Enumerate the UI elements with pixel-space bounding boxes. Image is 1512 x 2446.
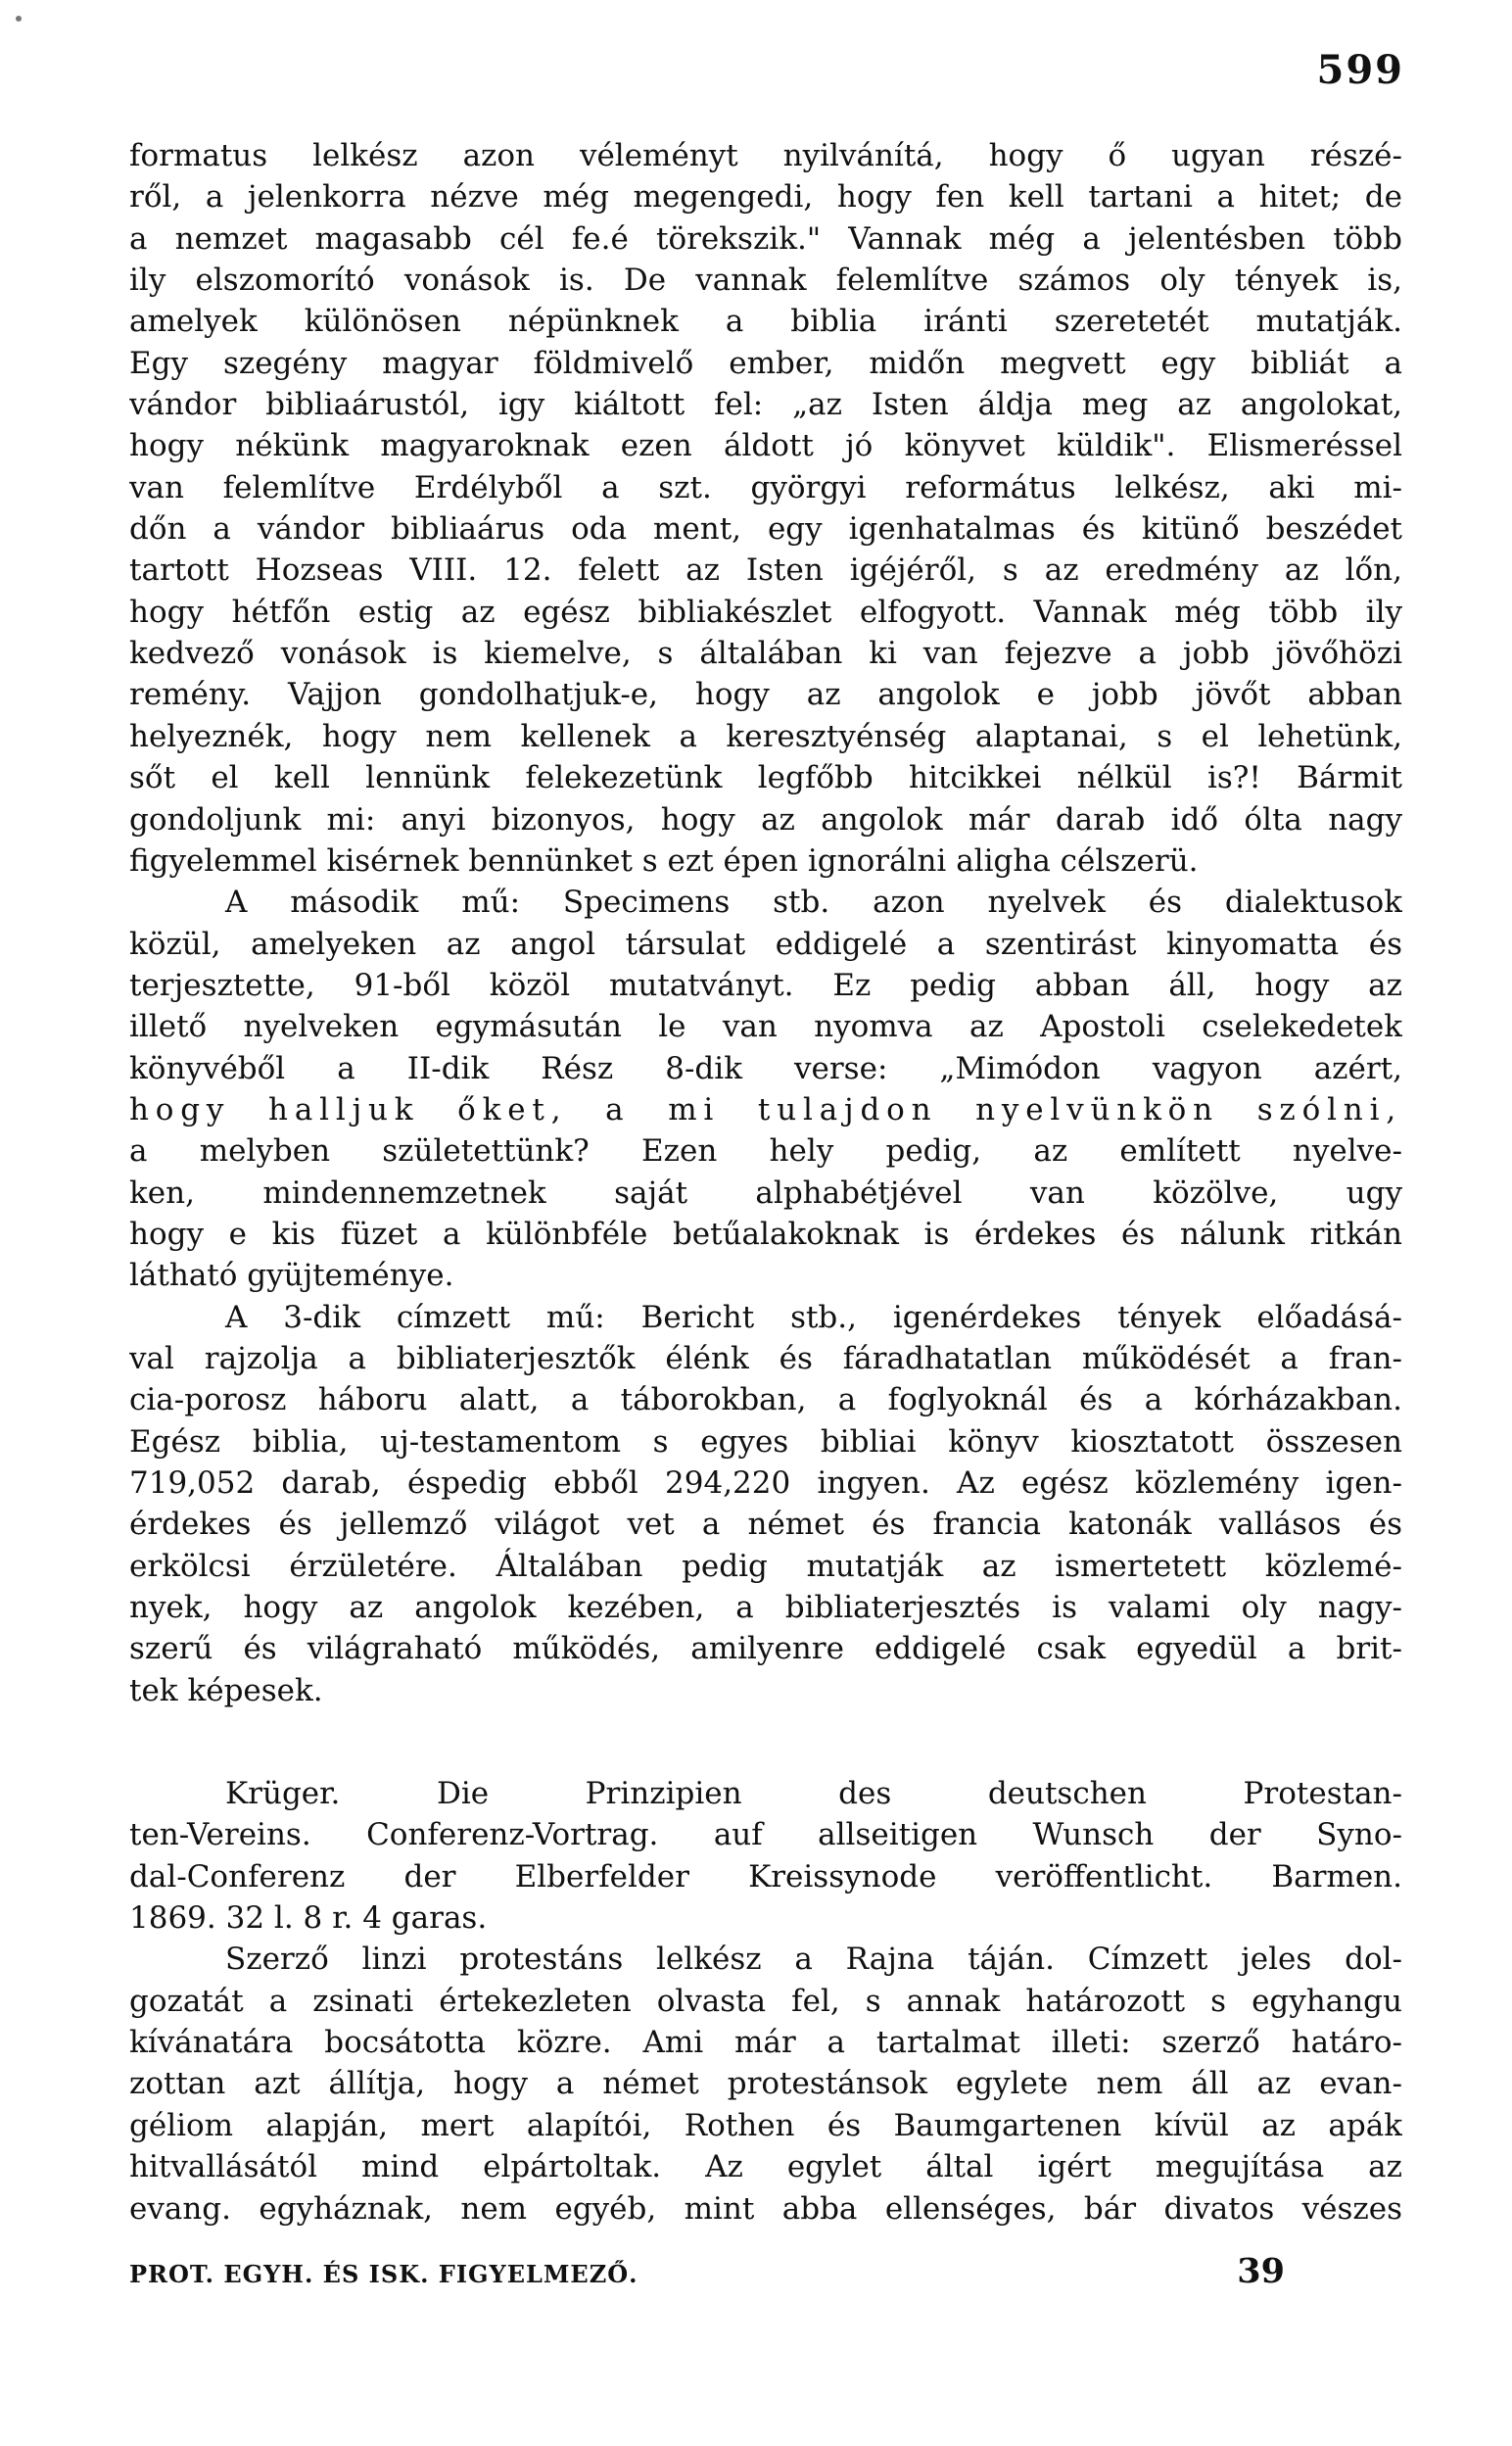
- text-line: érdekes és jellemző világot vet a német és francia katonák vallásos és: [129, 1507, 1402, 1543]
- text-line: Krüger. Die Prinzipien des deutschen Protestan-: [225, 1776, 1402, 1812]
- page-footer: [129, 2251, 1402, 2298]
- text-line: a melyben születettünk? Ezen hely pedig, az említett nyelve-: [129, 1133, 1402, 1170]
- text-line: Szerző linzi protestáns lelkész a Rajna táján. Címzett jeles dol-: [225, 1942, 1402, 1978]
- text-line: közül, amelyeken az angol társulat eddigelé a szentirást kinyomatta és: [129, 926, 1402, 962]
- text-line: val rajzolja a bibliaterjesztők élénk és fáradhatatlan működését a fran-: [129, 1340, 1402, 1376]
- text-line: hogy nékünk magyaroknak ezen áldott jó könyvet küldik". Elismeréssel: [129, 428, 1402, 464]
- text-line: ről, a jelenkorra nézve még megengedi, hogy fen kell tartani a hitet; de: [129, 179, 1402, 216]
- paragraph-continued-review: [129, 135, 1402, 882]
- text-line: remény. Vajjon gondolhatjuk-e, hogy az angolok e jobb jövőt abban: [129, 677, 1402, 713]
- paragraph-specimens: [129, 882, 1402, 1296]
- print-speck: [16, 16, 22, 22]
- paragraph-review-kruger: [129, 1939, 1402, 2229]
- text-line: 719,052 darab, éspedig ebből 294,220 ingyen. Az egész közlemény igen-: [129, 1465, 1402, 1501]
- text-line: A második mű: Specimens stb. azon nyelvek és dialektusok: [225, 885, 1402, 921]
- text-line: formatus lelkész azon véleményt nyilvánítá, hogy ő ugyan részé-: [129, 138, 1402, 173]
- text-line: nyek, hogy az angolok kezében, a bibliaterjesztés is valami oly nagy-: [129, 1590, 1402, 1626]
- text-line: A 3-dik címzett mű: Bericht stb., igenérdekes tények előadásá-: [225, 1299, 1402, 1335]
- text-line: Egész biblia, uj-testamentom s egyes bibliai könyv kiosztatott összesen: [129, 1423, 1402, 1460]
- text-line: könyvéből a II-dik Rész 8-dik verse: „Mimódon vagyon azért,: [129, 1050, 1402, 1086]
- text-line: vándor bibliaárustól, igy kiáltott fel: „az Isten áldja meg az angolokat,: [129, 387, 1402, 423]
- text-line: figyelemmel kisérnek bennünket s ezt épen ignorálni aligha célszerü.: [129, 842, 1199, 879]
- book-entry-kruger: [129, 1773, 1402, 1939]
- text-line: a nemzet magasabb cél fe.é törekszik." Vannak még a jelentésben több: [129, 220, 1402, 257]
- text-line: géliom alapján, mert alapítói, Rothen és Baumgartenen kívül az apák: [129, 2107, 1402, 2143]
- text-line: ken, mindennemzetnek saját alphabétjével van közölve, ugy: [129, 1175, 1402, 1211]
- text-line: hogy halljuk őket, a mi tulajdon nyelvünkön szólni,: [129, 1091, 1402, 1127]
- text-line: hogy hétfőn estig az egész bibliakészlet elfogyott. Vannak még több ily: [129, 594, 1402, 630]
- text-line: Egy szegény magyar földmivelő ember, midőn megvett egy bibliát a: [129, 345, 1402, 381]
- paragraph-bericht: [129, 1297, 1402, 1711]
- text-line: erkölcsi érzületére. Általában pedig mutatják az ismertetett közlemé-: [129, 1548, 1402, 1584]
- text-line: hogy e kis füzet a különbféle betűalakoknak is érdekes és nálunk ritkán: [129, 1216, 1402, 1252]
- text-line: ten-Vereins. Conferenz-Vortrag. auf allseitigen Wunsch der Syno-: [129, 1817, 1402, 1853]
- text-line: evang. egyháznak, nem egyéb, mint abba ellenséges, bár divatos vészes: [129, 2190, 1402, 2227]
- text-line: zottan azt állítja, hogy a német protestánsok egylete nem áll az evan-: [129, 2066, 1402, 2102]
- text-line: amelyek különösen népünknek a biblia iránti szeretetét mutatják.: [129, 304, 1402, 340]
- text-line: dal-Conferenz der Elberfelder Kreissynode veröffentlicht. Barmen.: [129, 1858, 1402, 1894]
- text-line: van felemlítve Erdélyből a szt. györgyi református lelkész, aki mi-: [129, 469, 1402, 505]
- text-line: sőt el kell lennünk felekezetünk legfőbb hitcikkei nélkül is?! Bármit: [129, 760, 1402, 796]
- sheet-number: 39: [1237, 2251, 1285, 2291]
- text-line: gondoljunk mi: anyi bizonyos, hogy az angolok már darab idő ólta nagy: [129, 801, 1402, 838]
- text-line: cia-porosz háboru alatt, a táborokban, a foglyoknál és a kórházakban.: [129, 1382, 1402, 1418]
- text-line: tartott Hozseas VIII. 12. felett az Isten igéjéről, s az eredmény az lőn,: [129, 552, 1402, 589]
- text-line: tek képesek.: [129, 1672, 323, 1708]
- text-line: illető nyelveken egymásután le van nyomva az Apostoli cselekedetek: [129, 1009, 1402, 1045]
- journal-name: PROT. EGYH. ÉS ISK. FIGYELMEZŐ.: [129, 2260, 638, 2288]
- text-line: helyeznék, hogy nem kellenek a keresztyénség alaptanai, s el lehetünk,: [129, 718, 1402, 754]
- text-line: ily elszomorító vonások is. De vannak felemlítve számos oly tények is,: [129, 263, 1402, 299]
- text-line: terjesztette, 91-ből közöl mutatványt. Ez pedig abban áll, hogy az: [129, 967, 1402, 1003]
- page-number: 599: [1316, 47, 1404, 93]
- text-line: kívánatára bocsátotta közre. Ami már a tartalmat illeti: szerző határo-: [129, 2025, 1402, 2061]
- text-line: hitvallásától mind elpártoltak. Az egylet által igért megujítása az: [129, 2149, 1402, 2185]
- section-gap: [129, 1711, 1402, 1773]
- main-text: [129, 135, 1402, 2230]
- text-line: dőn a vándor bibliaárus oda ment, egy igenhatalmas és kitünő beszédet: [129, 511, 1402, 548]
- text-line: 1869. 32 l. 8 r. 4 garas.: [129, 1900, 488, 1937]
- text-line: látható gyüjteménye.: [129, 1258, 454, 1294]
- text-line: gozatát a zsinati értekezleten olvasta fel, s annak határozott s egyhangu: [129, 1983, 1402, 2019]
- text-line: szerű és világraható működés, amilyenre eddigelé csak egyedül a brit-: [129, 1631, 1402, 1667]
- text-line: kedvező vonások is kiemelve, s általában ki van fejezve a jobb jövőhözi: [129, 636, 1402, 672]
